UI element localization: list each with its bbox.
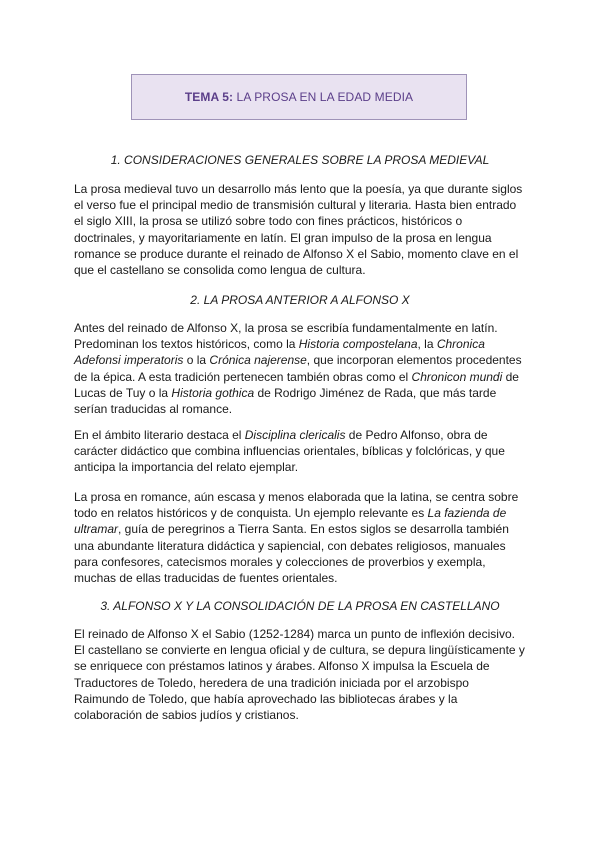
- title-prefix: TEMA 5:: [184, 90, 234, 104]
- text-line: [74, 642, 526, 658]
- section-heading-3: 3. ALFONSO X Y LA CONSOLIDACIÓN DE LA PROSA EN CASTELLANO: [100, 599, 500, 613]
- text-line: [74, 554, 526, 570]
- text-run: serían traducidas al romance.: [74, 402, 233, 417]
- text-run: de Rodrigo Jiménez de Rada, que más tarde: [254, 385, 497, 400]
- italic-title: ultramar: [74, 522, 119, 537]
- text-line: [74, 459, 526, 475]
- text-line: [74, 369, 526, 385]
- paragraph: [74, 320, 526, 417]
- text-run: Antes del reinado de Alfonso X, la prosa se escribía fundamentalmente en latín.: [74, 321, 498, 335]
- italic-title: Chronica: [436, 337, 485, 352]
- italic-title: Disciplina clericalis: [244, 428, 346, 442]
- text-run: para confesores, catecismos morales y colecciones de proverbios y exempla,: [74, 554, 486, 569]
- text-run: de Pedro Alfonso, obra de: [345, 428, 488, 442]
- text-line: [74, 489, 526, 505]
- text-run: La prosa en romance, aún escasa y menos elaborada que la latina, se centra sobre: [74, 490, 519, 504]
- text-run: carácter didáctico que combina influencias orientales, bíblicas y folclóricas, y que: [74, 444, 505, 459]
- text-line: [74, 521, 526, 537]
- text-run: En el ámbito literario destaca el: [74, 428, 245, 442]
- paragraph: [74, 489, 526, 586]
- text-line: [74, 707, 526, 723]
- text-run: , la: [417, 337, 437, 352]
- text-run: colaboración de sabios judíos y cristianos.: [74, 708, 299, 723]
- text-run: todo en relatos históricos y de conquista. Un ejemplo relevante es: [74, 506, 428, 521]
- text-run: Raimundo de Toledo, que había aprovechado las bibliotecas árabes y la: [74, 691, 458, 706]
- text-line: [74, 336, 526, 352]
- text-line: [74, 675, 526, 691]
- text-run: Lucas de Tuy o la: [74, 385, 172, 400]
- text-run: muchas de ellas traducidas de fuentes orientales.: [74, 571, 338, 586]
- text-line: [74, 427, 526, 443]
- text-run: que el castellano se consolida como lengua de cultura.: [74, 263, 366, 278]
- paragraph: [74, 626, 526, 723]
- text-run: una abundante literatura didáctica y sapiencial, con debates religiosos, manuales: [74, 538, 506, 553]
- text-run: el siglo XIII, la prosa se utilizó sobre todo con fines prácticos, históricos o: [74, 214, 463, 229]
- text-run: El castellano se convierte en lengua oficial y de cultura, se depura lingüísticamente y: [74, 643, 525, 658]
- italic-title: Crónica najerense: [209, 353, 307, 368]
- text-line: [74, 181, 526, 197]
- text-run: de: [502, 369, 519, 384]
- text-line: [74, 691, 526, 707]
- text-line: [74, 197, 526, 213]
- paragraph: [74, 427, 526, 476]
- italic-title: Historia compostelana: [298, 337, 418, 352]
- italic-title: Adefonsi imperatoris: [74, 353, 184, 368]
- title-box: [131, 74, 467, 120]
- text-line: [74, 443, 526, 459]
- text-run: el verso fue el principal medio de transmisión cultural y literaria. Hasta bien entrado: [74, 198, 517, 213]
- italic-title: Historia gothica: [171, 385, 255, 400]
- text-run: , que incorporan elementos procedentes: [306, 353, 522, 368]
- italic-title: La fazienda de: [427, 506, 507, 521]
- text-line: [74, 385, 526, 401]
- text-line: [74, 570, 526, 586]
- paragraph: [74, 181, 526, 278]
- text-run: doctrinales, y mayoritariamente en latín. El gran impulso de la prosa en lengua: [74, 230, 492, 245]
- text-line: [74, 352, 526, 368]
- text-run: se enriquece con préstamos latinos y árabes. Alfonso X impulsa la Escuela de: [74, 659, 490, 674]
- text-line: [74, 262, 526, 278]
- text-line: [74, 320, 526, 336]
- text-run: , guía de peregrinos a Tierra Santa. En estos siglos se desarrolla también: [118, 522, 509, 537]
- text-line: [74, 538, 526, 554]
- text-run: Predominan los textos históricos, como la: [74, 337, 299, 352]
- text-run: de la épica. A esta tradición pertenecen también obras como el: [74, 369, 412, 384]
- text-run: La prosa medieval tuvo un desarrollo más lento que la poesía, ya que durante siglos: [74, 182, 523, 196]
- document-title: [185, 90, 413, 104]
- text-line: [74, 626, 526, 642]
- title-text: LA PROSA EN LA EDAD MEDIA: [233, 90, 414, 104]
- text-run: anticipa la importancia del relato ejemplar.: [74, 460, 299, 475]
- italic-title: Chronicon mundi: [411, 369, 503, 384]
- text-run: El reinado de Alfonso X el Sabio (1252-1284) marca un punto de inflexión decisivo.: [74, 627, 515, 641]
- text-run: Traductores de Toledo, heredera de una tradición iniciada por el arzobispo: [74, 675, 469, 690]
- text-line: [74, 246, 526, 262]
- text-run: romance se produce durante el reinado de Alfonso X el Sabio, momento clave en el: [74, 246, 519, 261]
- text-line: [74, 230, 526, 246]
- section-heading-1: 1. CONSIDERACIONES GENERALES SOBRE LA PROSA MEDIEVAL: [110, 153, 490, 167]
- text-line: [74, 213, 526, 229]
- section-heading-2: 2. LA PROSA ANTERIOR A ALFONSO X: [190, 293, 410, 307]
- text-run: o la: [183, 353, 210, 368]
- text-line: [74, 401, 526, 417]
- text-line: [74, 505, 526, 521]
- text-line: [74, 658, 526, 674]
